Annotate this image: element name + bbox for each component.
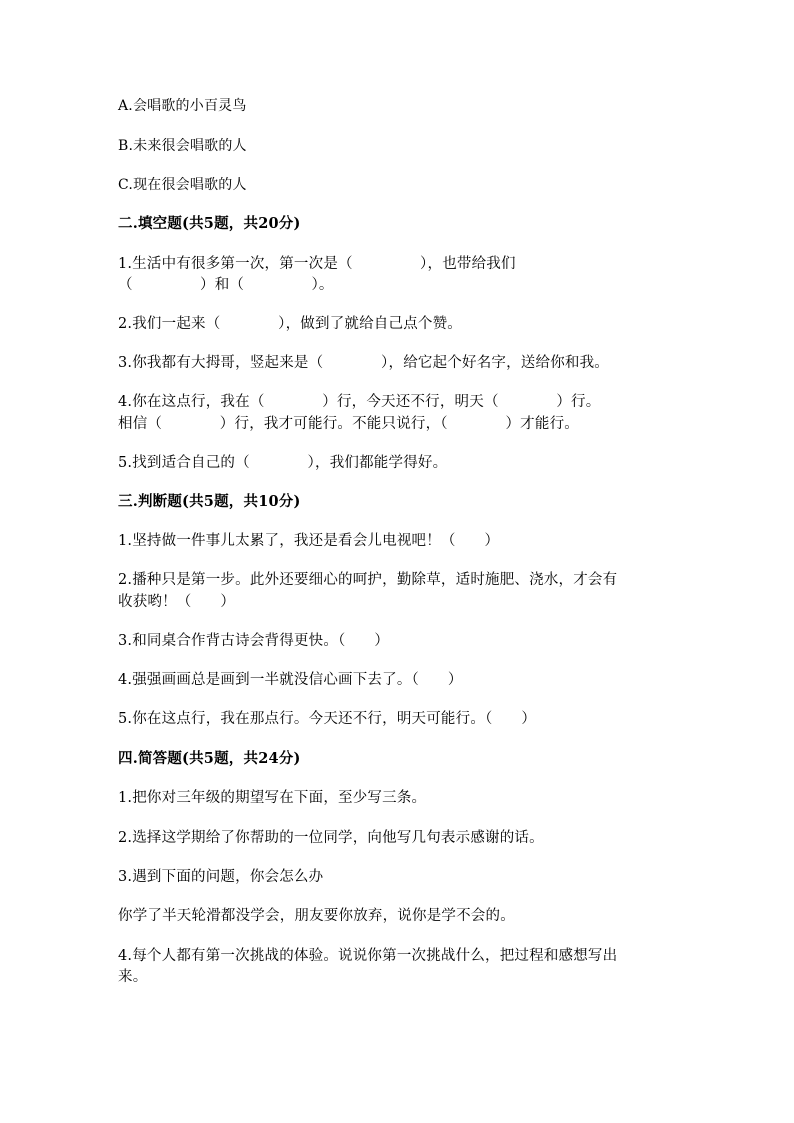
option-c: C.现在很会唱歌的人: [118, 177, 247, 193]
short-question-4-line-2: 来。: [118, 969, 148, 985]
option-b: B.未来很会唱歌的人: [118, 138, 247, 154]
judge-question-2-line-2: 收获哟！（ ）: [118, 594, 236, 610]
judge-question-2-line-1: 2.播种只是第一步。此外还要细心的呵护，勤除草，适时施肥、浇水，才会有: [118, 572, 618, 588]
short-question-3: 3.遇到下面的问题，你会怎么办: [118, 869, 324, 885]
fill-question-2: 2.我们一起来（ ），做到了就给自己点个赞。: [118, 316, 462, 332]
short-question-3-scenario: 你学了半天轮滑都没学会，朋友要你放弃，说你是学不会的。: [118, 908, 515, 924]
judge-question-5: 5.你在这点行，我在那点行。今天还不行，明天可能行。（ ）: [118, 711, 537, 727]
section-heading-fill-blank: 二.填空题(共5题，共20分): [118, 215, 301, 232]
fill-question-1-line-2: （ ）和（ ）。: [118, 277, 334, 293]
section-heading-short-answer: 四.简答题(共5题，共24分): [118, 750, 301, 767]
judge-question-3: 3.和同桌合作背古诗会背得更快。（ ）: [118, 633, 390, 649]
judge-question-4: 4.强强画画总是画到一半就没信心画下去了。（ ）: [118, 672, 463, 688]
fill-question-3: 3.你我都有大拇哥，竖起来是（ ），给它起个好名字，送给你和我。: [118, 355, 609, 371]
option-a: A.会唱歌的小百灵鸟: [118, 98, 247, 114]
fill-question-4-line-2: 相信（ ）行，我才可能行。不能只说行，（ ）才能行。: [118, 416, 579, 432]
short-question-1: 1.把你对三年级的期望写在下面，至少写三条。: [118, 790, 427, 806]
section-heading-true-false: 三.判断题(共5题，共10分): [118, 493, 301, 510]
fill-question-5: 5.找到适合自己的（ ），我们都能学得好。: [118, 455, 448, 471]
short-question-4-line-1: 4.每个人都有第一次挑战的体验。说说你第一次挑战什么，把过程和感想写出: [118, 948, 618, 964]
judge-question-1: 1.坚持做一件事儿太累了，我还是看会儿电视吧！（ ）: [118, 533, 500, 549]
fill-question-4-line-1: 4.你在这点行，我在（ ）行，今天还不行，明天（ ）行。: [118, 394, 601, 410]
short-question-2: 2.选择这学期给了你帮助的一位同学，向他写几句表示感谢的话。: [118, 830, 544, 846]
fill-question-1-line-1: 1.生活中有很多第一次，第一次是（ ），也带给我们: [118, 256, 516, 272]
